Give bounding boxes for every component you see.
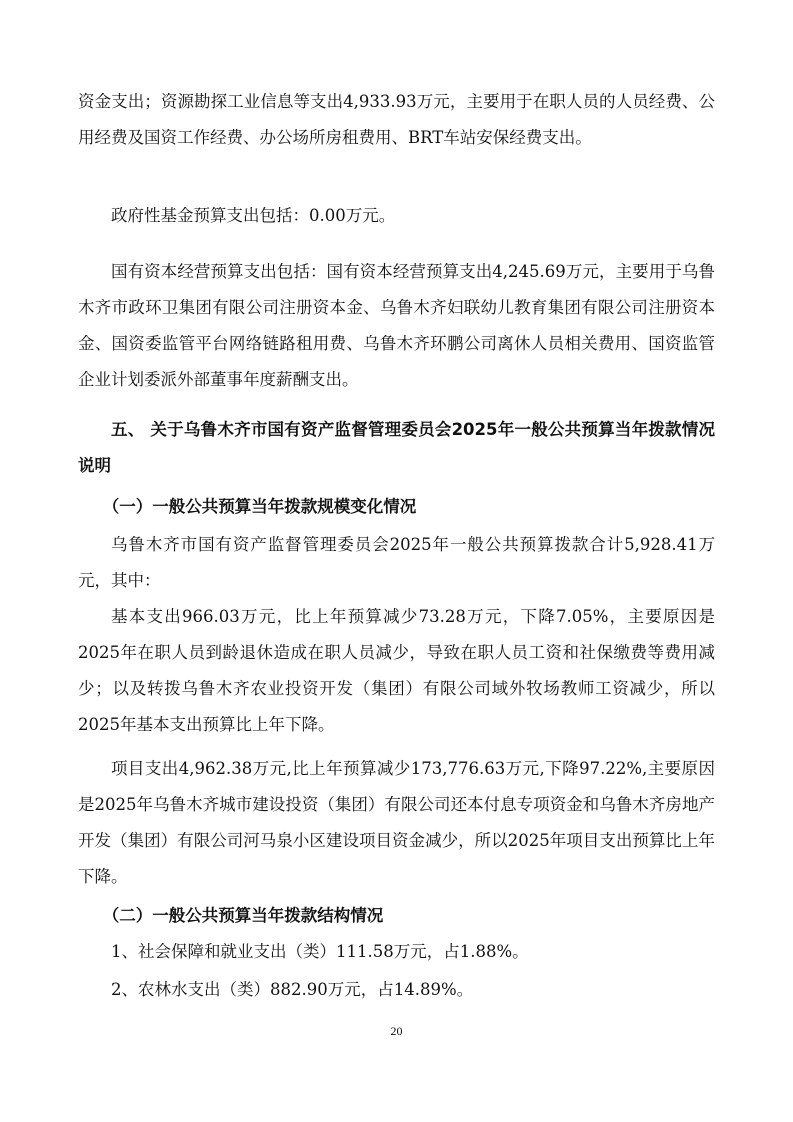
page-number: 20 [390,1024,403,1038]
list-item-social-security: 1、社会保障和就业支出（类）111.58万元，占1.88%。 [111,942,529,961]
paragraph-government-fund: 政府性基金预算支出包括：0.00万元。 [111,206,396,225]
paragraph-total-appropriation: 乌鲁木齐市国有资产监督管理委员会2025年一般公共预算拨款合计5,928.41万元，其中： [78,535,715,590]
subheading-structure: （二）一般公共预算当年拨款结构情况 [102,906,384,925]
subheading-scale-change: （一）一般公共预算当年拨款规模变化情况 [102,497,417,516]
paragraph-basic-expenditure: 基本支出966.03万元，比上年预算减少73.28万元，下降7.05%，主要原因是2025年在职人员到龄退休造成在职人员减少，导致在职人员工资和社保缴费等费用减少；以及转拨乌鲁木齐农业投资开发（集团）有限公司域外牧场教师工资减少，所以2025年基本支出预算比上年下降。 [78,607,715,734]
paragraph-state-capital: 国有资本经营预算支出包括：国有资本经营预算支出4,245.69万元，主要用于乌鲁木齐市政环卫集团有限公司注册资本金、乌鲁木齐妇联幼儿教育集团有限公司注册资本金、国资委监管平台网络链路租用费、乌鲁木齐环鹏公司离休人员相关费用、国资监管企业计划委派外部董事年度薪酬支出。 [78,262,715,389]
paragraph-project-expenditure: 项目支出4,962.38万元,比上年预算减少173,776.63万元,下降97.22%,主要原因是2025年乌鲁木齐城市建设投资（集团）有限公司还本付息专项资金和乌鲁木齐房地产开发（集团）有限公司河马泉小区建设项目资金减少，所以2025年项目支出预算比上年下降。 [78,759,715,886]
section-heading-five: 五、 关于乌鲁木齐市国有资产监督管理委员会2025年一般公共预算当年拨款情况说明 [78,420,715,475]
paragraph-resource-expenditure: 资金支出；资源勘探工业信息等支出4,933.93万元，主要用于在职人员的人员经费、公用经费及国资工作经费、办公场所房租费用、BRT车站安保经费支出。 [78,92,715,147]
list-item-agriculture: 2、农林水支出（类）882.90万元，占14.89%。 [111,980,474,999]
